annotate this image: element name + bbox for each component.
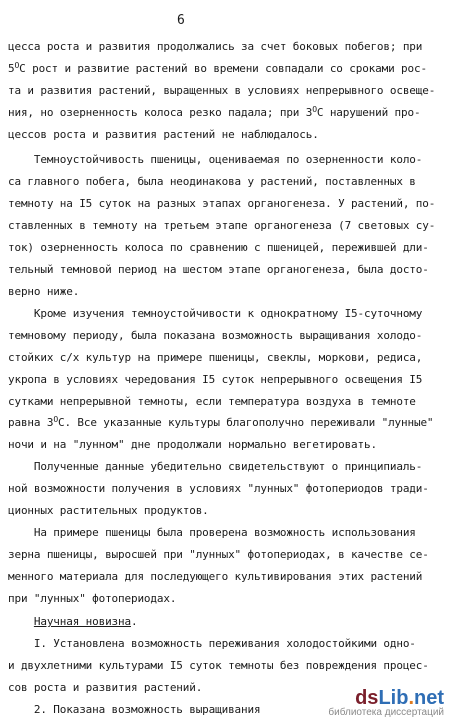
text-line: и двухлетними культурами I5 суток темноты без повреждения процес-: [8, 659, 429, 672]
text-line: тельный темновой период на шестом этапе органогенеза, была досто-: [8, 263, 429, 276]
watermark-logo: [328, 687, 444, 718]
text-line: I. Установлена возможность переживания холодостойкими одно-: [8, 637, 416, 650]
text-line: Темноустойчивость пшеницы, оцениваемая по озерненности коло-: [8, 153, 423, 166]
text-line: темновому периоду, была показана возможность выращивания холодо-: [8, 329, 423, 342]
logo-dot: .: [408, 687, 414, 709]
logo-ds: ds: [355, 687, 379, 709]
text-line: сутками непрерывной темноты, если температура воздуха в темноте: [8, 395, 416, 408]
text-line: Полученные данные убедительно свидетельствуют о принципиаль-: [8, 460, 423, 473]
text-line: са главного побега, была неодинакова у растений, поставленных в: [8, 175, 416, 188]
text-line: ционных растительных продуктов.: [8, 504, 209, 517]
text-line: ставленных в темноту на третьем этапе органогенеза (7 световых су-: [8, 219, 436, 232]
text-line: равна $3^OC$. Все указанные культуры благополучно переживали "лунные": [8, 415, 434, 429]
text-line: сов роста и развития растений.: [8, 681, 203, 694]
text-line: цессов роста и развития растений не наблюдалось.: [8, 128, 319, 141]
page-number: 6: [177, 13, 185, 28]
text-line: стойких с/х культур на примере пшеницы, свеклы, моркови, редиса,: [8, 351, 423, 364]
text-line: при "лунных" фотопериодах.: [8, 592, 177, 605]
text-line: Научная новизна.: [33, 615, 138, 628]
text-line: ной возможности получения в условиях "лунных" фотопериодов тради-: [8, 482, 429, 495]
text-line: ночи и на "лунном" дне продолжали нормально вегетировать.: [8, 438, 377, 451]
text-line: та и развития растений, выращенных в условиях непрерывного освеще-: [8, 84, 436, 97]
text-line: темноту на I5 суток на разных этапах органогенеза. У растений, по-: [8, 197, 436, 210]
text-line: 2. Показана возможность выращивания: [8, 703, 261, 716]
logo-net: net: [414, 687, 444, 709]
watermark-subtitle: библиотека диссертаций: [328, 707, 444, 718]
text-line: Кроме изучения темноустойчивости к однократному I5-суточному: [8, 307, 423, 320]
text-line: ток) озерненность колоса по сравнению с пшеницей, пережившей дли-: [8, 241, 429, 254]
logo-lib: Lib: [378, 687, 409, 709]
text-line: ния, но озерненность колоса резко падала; при $3^OC$ нарушений про-: [8, 105, 421, 119]
text-line: $5^OC$ рост и развитие растений во времени совпадали со сроками рос-: [8, 61, 427, 75]
text-line: укропа в условиях чередования I5 суток непрерывного освещения I5: [8, 373, 423, 386]
text-line: На примере пшеницы была проверена возможность использования: [8, 526, 416, 539]
text-line: цесса роста и развития продолжались за счет боковых побегов; при: [8, 40, 423, 53]
text-line: верно ниже.: [8, 285, 80, 298]
text-line: зерна пшеницы, выросшей при "лунных" фотопериодах, в качестве се-: [8, 548, 429, 561]
text-line: менного материала для последующего культивирования этих растений: [8, 570, 423, 583]
